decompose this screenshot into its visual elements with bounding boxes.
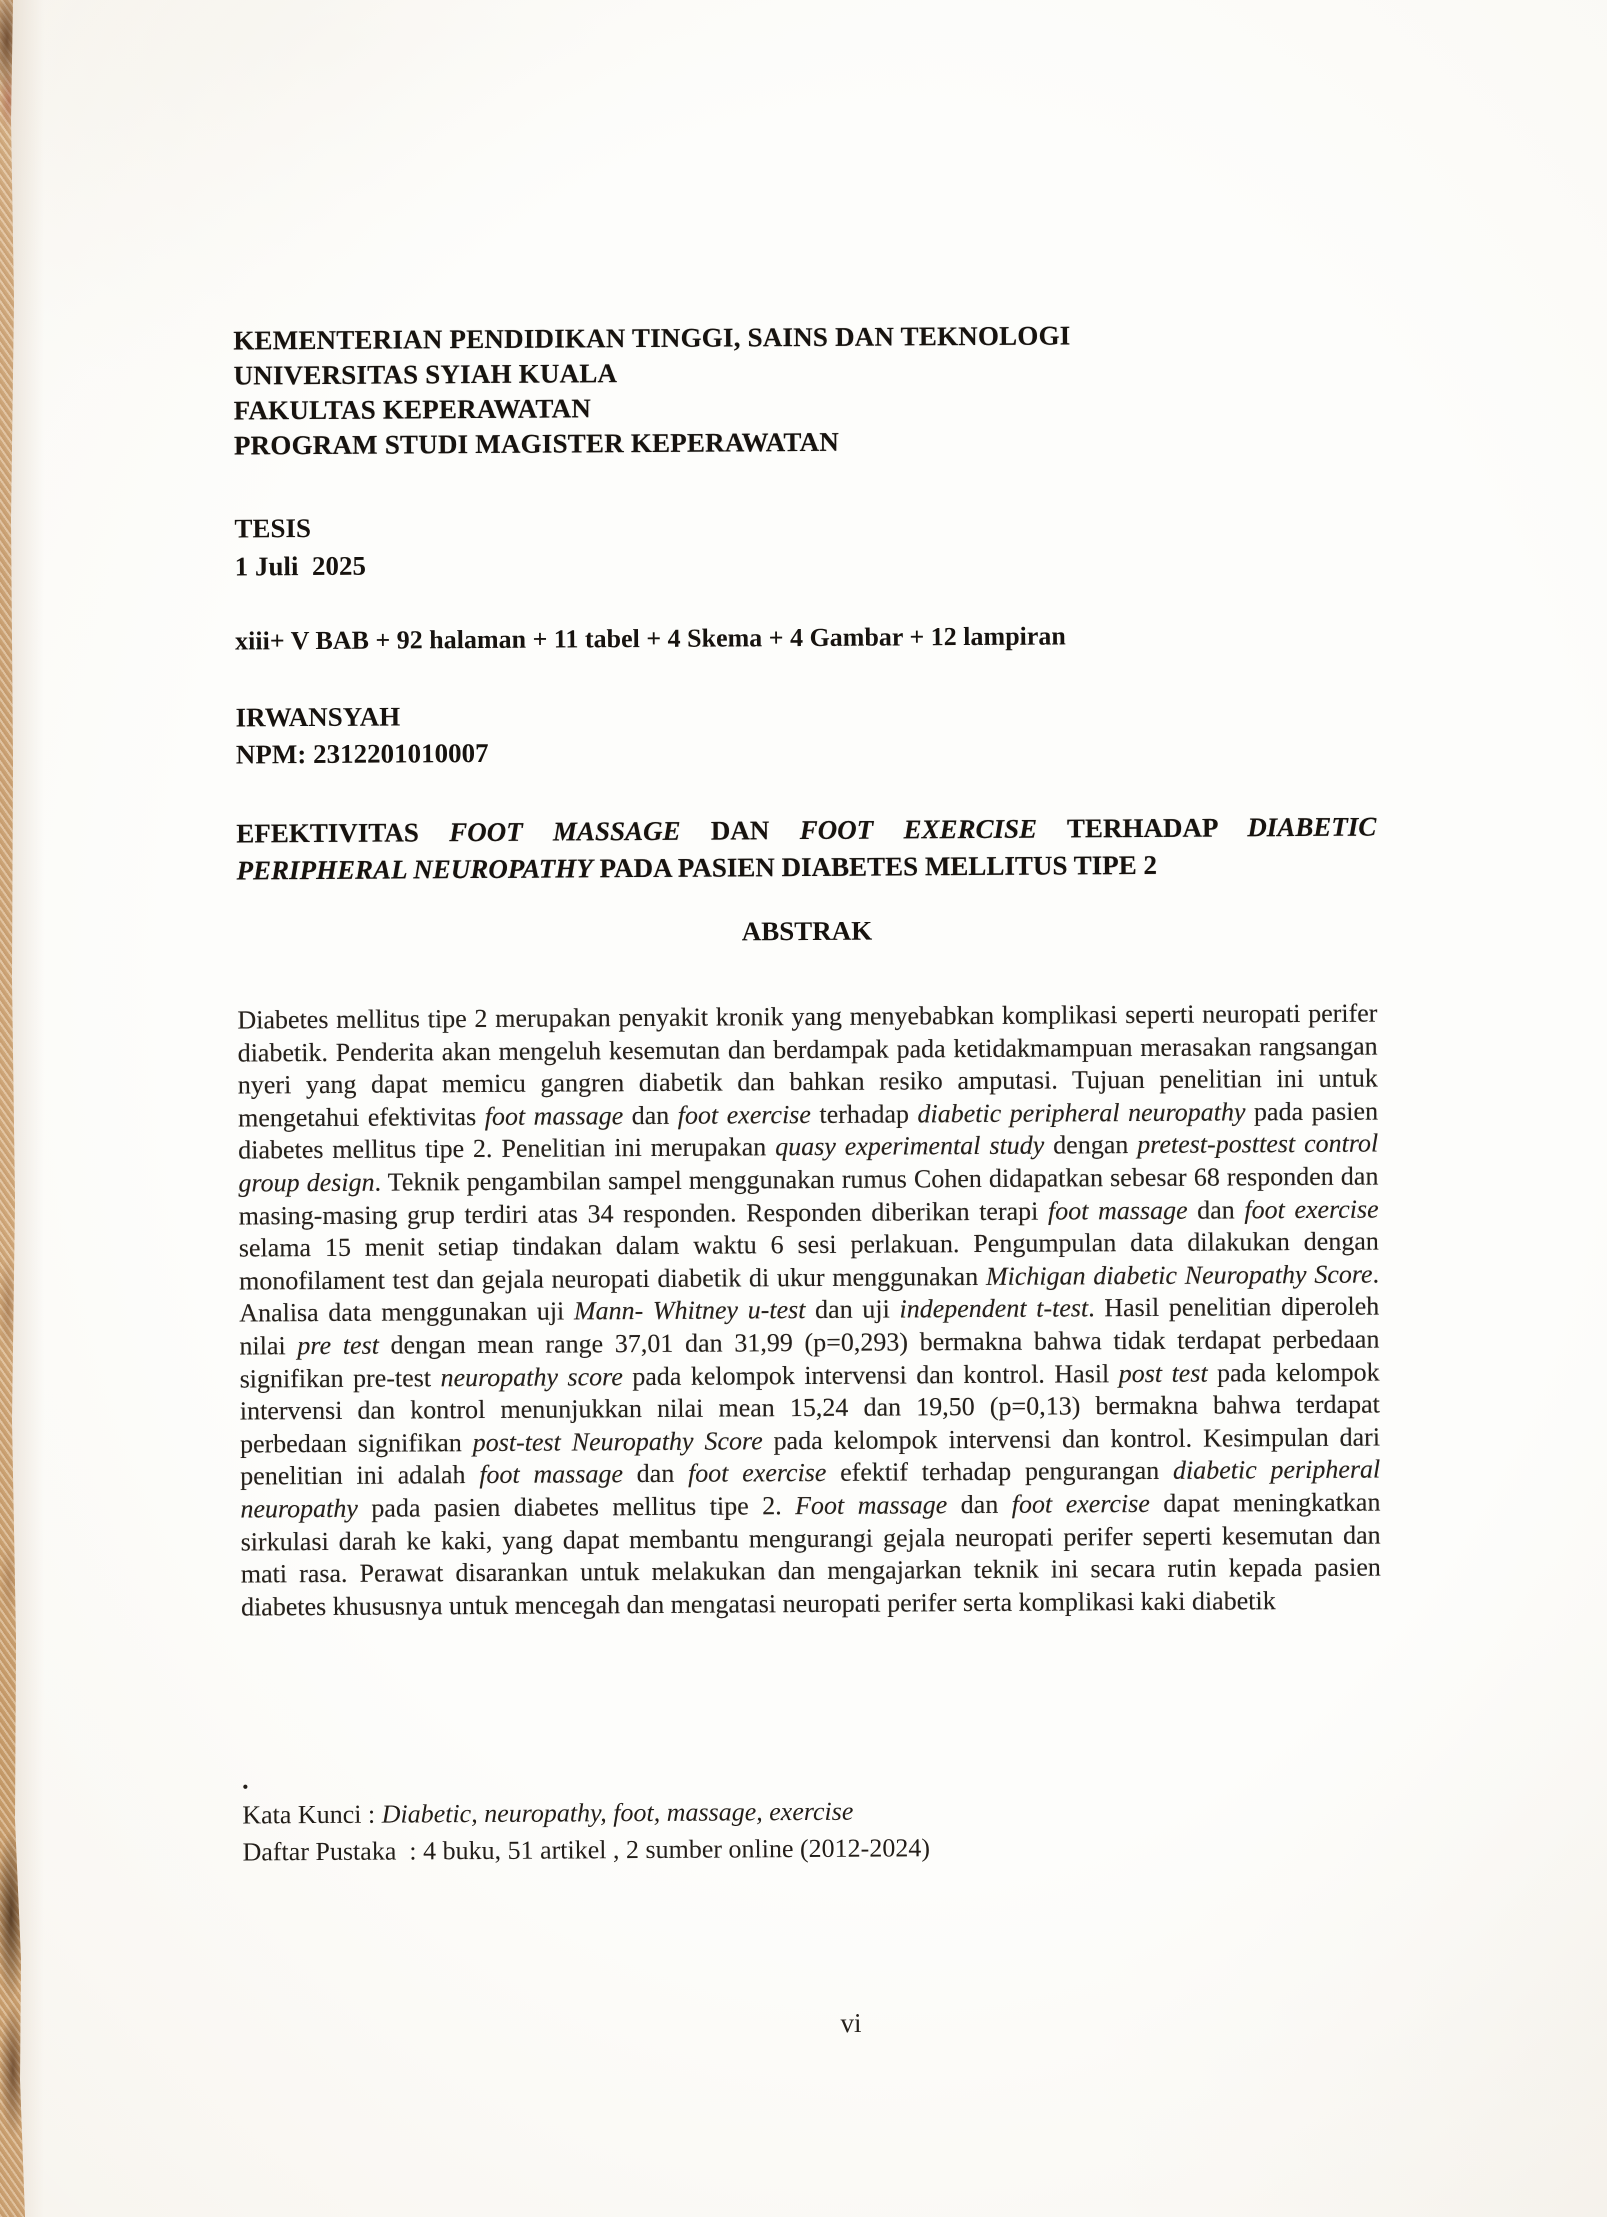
program-line: PROGRAM STUDI MAGISTER KEPERAWATAN — [233, 426, 840, 461]
page-number: vi — [840, 2008, 862, 2038]
collation-line: xiii+ V BAB + 92 halaman + 11 tabel + 4 Skema + 4 Gambar + 12 lampiran — [235, 621, 1066, 656]
abstract-heading: ABSTRAK — [741, 915, 873, 947]
author-name: IRWANSYAH — [235, 701, 401, 733]
stray-period: . — [242, 1765, 249, 1795]
document-type: TESIS — [234, 513, 312, 544]
institution-header — [233, 317, 1374, 464]
thesis-title-line-1: EFEKTIVITAS FOOT MASSAGE DAN FOOT EXERCISE TERHADAP DIABETIC — [236, 811, 1377, 849]
university-line: UNIVERSITAS SYIAH KUALA — [233, 358, 618, 391]
document-date: 1 Juli 2025 — [234, 550, 367, 582]
ministry-line: KEMENTERIAN PENDIDIKAN TINGGI, SAINS DAN TEKNOLOGI — [233, 320, 1071, 356]
page-content — [231, 0, 1385, 2217]
keywords-line: Kata Kunci : Diabetic, neuropathy, foot, massage, exercise — [242, 1796, 854, 1830]
thesis-title-line-2: PERIPHERAL NEUROPATHY PADA PASIEN DIABETES MELLITUS TIPE 2 — [236, 849, 1158, 886]
abstract-body: Diabetes mellitus tipe 2 merupakan penyakit kronik yang menyebabkan komplikasi seperti neuropati perifer diabetik. Penderita akan mengeluh kesemutan dan berdampak pada ketidakmampuan merasakan rangsangan nyeri yang dapat memicu gangren diabetik dan bahkan resiko amputasi. Tujuan penelitian ini untuk mengetahui efektivitas foot massage dan foot exercise terhadap diabetic peripheral neuropathy pada pasien diabetes mellitus tipe 2. Penelitian ini merupakan quasy experimental study dengan pretest-posttest control group design. Teknik pengambilan sampel menggunakan rumus Cohen didapatkan sebesar 68 responden dan masing-masing grup terdiri atas 34 responden. Responden diberikan terapi foot massage dan foot exercise selama 15 menit setiap tindakan dalam waktu 6 sesi perlakuan. Pengumpulan data dilakukan dengan monofilament test dan gejala neuropati diabetik di ukur menggunakan Michigan diabetic Neuropathy Score. Analisa data menggunakan uji Mann- Whitney u-test dan uji independent t-test. Hasil penelitian diperoleh nilai pre test dengan mean range 37,01 dan 31,99 (p=0,293) bermakna bahwa tidak terdapat perbedaan signifikan pre-test neuropathy score pada kelompok intervensi dan kontrol. Hasil post test pada kelompok intervensi dan kontrol menunjukkan nilai mean 15,24 dan 19,50 (p=0,13) bermakna bahwa terdapat perbedaan signifikan post-test Neuropathy Score pada kelompok intervensi dan kontrol. Kesimpulan dari penelitian ini adalah foot massage dan foot exercise efektif terhadap pengurangan diabetic peripheral neuropathy pada pasien diabetes mellitus tipe 2. Foot massage dan foot exercise dapat meningkatkan sirkulasi darah ke kaki, yang dapat membantu mengurangi gejala neuropati perifer seperti kesemutan dan mati rasa. Perawat disarankan untuk melakukan dan mengajarkan teknik ini secara rutin kepada pasien diabetes khususnya untuk mencegah dan mengatasi neuropati perifer serta komplikasi kaki diabetik — [237, 998, 1381, 1622]
bibliography-line: Daftar Pustaka : 4 buku, 51 artikel , 2 sumber online (2012-2024) — [242, 1833, 931, 1867]
thesis-title — [236, 809, 1376, 890]
faculty-line: FAKULTAS KEPERAWATAN — [233, 393, 592, 426]
student-id: NPM: 2312201010007 — [235, 737, 489, 770]
